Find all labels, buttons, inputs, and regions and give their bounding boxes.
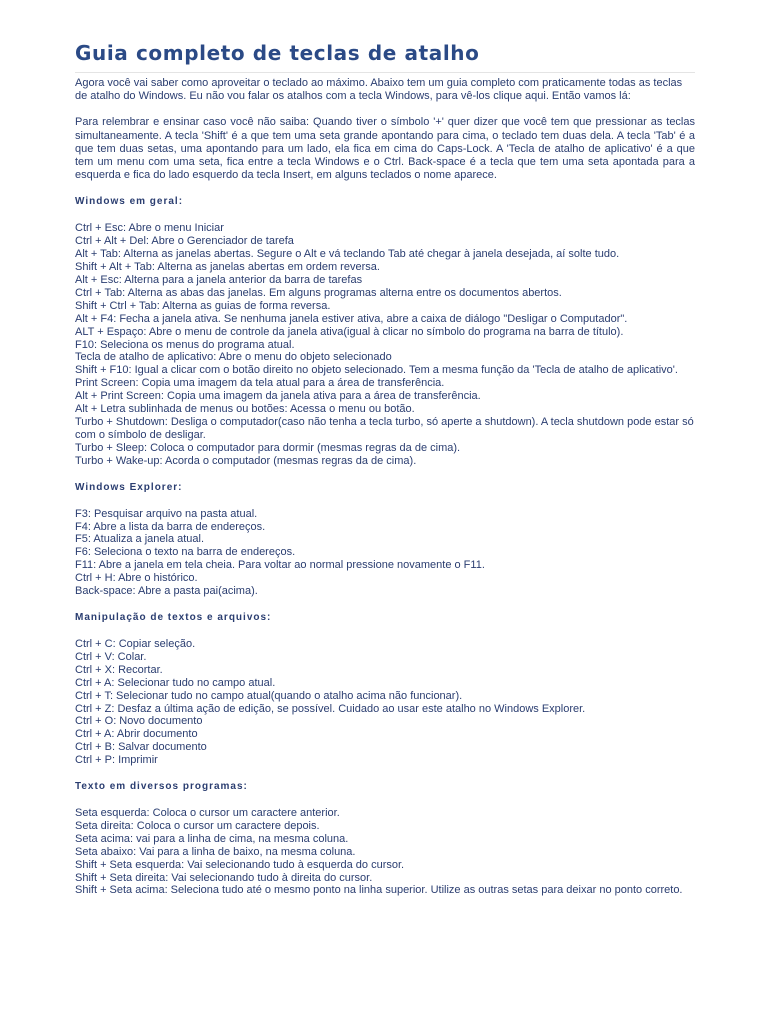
shortcut-line: Ctrl + A: Abrir documento [75, 728, 198, 741]
shortcut-list [75, 508, 695, 598]
shortcut-line: Ctrl + X: Recortar. [75, 663, 163, 676]
shortcut-line: Ctrl + T: Selecionar tudo no campo atual(quando o atalho acima não funcionar). [75, 689, 463, 702]
section-heading: Manipulação de textos e arquivos: [75, 611, 272, 623]
shortcut-sections [75, 195, 695, 897]
shortcut-line: Back-space: Abre a pasta pai(acima). [75, 585, 258, 598]
shortcut-line: Ctrl + B: Salvar documento [75, 741, 207, 754]
shortcut-line: Ctrl + O: Novo documento [75, 715, 203, 728]
shortcut-line: Shift + Ctrl + Tab: Alterna as guias de forma reversa. [75, 299, 331, 312]
shortcut-line: Turbo + Wake-up: Acorda o computador (mesmas regras da de cima). [75, 454, 417, 467]
shortcut-line: Shift + Alt + Tab: Alterna as janelas abertas em ordem reversa. [75, 261, 380, 274]
page-title: Guia completo de teclas de atalho [75, 41, 480, 65]
section-heading: Texto em diversos programas: [75, 781, 248, 793]
shortcut-line: Shift + F10: Igual a clicar com o botão direito no objeto selecionado. Tem a mesma função da 'Tecla de atalho de aplicativo'. [75, 364, 678, 377]
shortcut-line: Ctrl + V: Colar. [75, 650, 147, 663]
shortcut-line: ALT + Espaço: Abre o menu de controle da janela ativa(igual à clicar no símbolo do programa na barra de título). [75, 325, 624, 338]
shortcut-section [75, 481, 695, 598]
shortcut-line: Ctrl + H: Abre o histórico. [75, 572, 198, 585]
shortcut-section [75, 780, 695, 897]
shortcut-line: Ctrl + Alt + Del: Abre o Gerenciador de tarefa [75, 235, 294, 248]
shortcut-line: F5: Atualiza a janela atual. [75, 533, 205, 546]
title-divider [75, 72, 695, 73]
shortcut-line: Shift + Seta acima: Seleciona tudo até o mesmo ponto na linha superior. Utilize as outras setas para deixar no ponto correto. [75, 884, 683, 897]
shortcut-line: Ctrl + C: Copiar seleção. [75, 637, 196, 650]
shortcut-line: Alt + Esc: Alterna para a janela anterior da barra de tarefas [75, 274, 363, 287]
shortcut-line: Alt + Tab: Alterna as janelas abertas. Segure o Alt e vá teclando Tab até chegar à janela desejada, aí solte tudo. [75, 248, 620, 261]
shortcut-line: Turbo + Shutdown: Desliga o computador(caso não tenha a tecla turbo, só aperte a shutdown). A tecla shutdown pode estar só com o símbolo de desligar. [75, 416, 694, 441]
shortcut-line: Seta esquerda: Coloca o cursor um caractere anterior. [75, 807, 340, 820]
shortcut-line: Ctrl + Esc: Abre o menu Iniciar [75, 222, 224, 235]
shortcut-line: Alt + F4: Fecha a janela ativa. Se nenhuma janela estiver ativa, abre a caixa de diálogo "Desligar o Computador". [75, 312, 628, 325]
shortcut-line: F4: Abre a lista da barra de endereços. [75, 520, 266, 533]
shortcut-line: F3: Pesquisar arquivo na pasta atual. [75, 507, 258, 520]
shortcut-line: Shift + Seta esquerda: Vai selecionando tudo à esquerda do cursor. [75, 858, 405, 871]
shortcut-section [75, 611, 695, 767]
shortcut-line: Print Screen: Copia uma imagem da tela atual para a área de transferência. [75, 377, 445, 390]
shortcut-line: Ctrl + Z: Desfaz a última ação de edição, se possível. Cuidado ao usar este atalho no Windows Explorer. [75, 702, 586, 715]
shortcut-list [75, 638, 695, 767]
shortcut-line: F10: Seleciona os menus do programa atual. [75, 338, 295, 351]
shortcut-list [75, 807, 695, 897]
section-heading: Windows em geral: [75, 196, 184, 208]
shortcut-line: Tecla de atalho de aplicativo: Abre o menu do objeto selecionado [75, 351, 392, 364]
shortcut-list [75, 222, 695, 467]
shortcut-line: F11: Abre a janela em tela cheia. Para voltar ao normal pressione novamente o F11. [75, 559, 485, 572]
shortcut-line: Shift + Seta direita: Vai selecionando tudo à direita do cursor. [75, 871, 373, 884]
shortcut-line: Alt + Letra sublinhada de menus ou botões: Acessa o menu ou botão. [75, 403, 415, 416]
document-page [75, 40, 695, 910]
shortcut-line: Ctrl + Tab: Alterna as abas das janelas. Em alguns programas alterna entre os documentos abertos. [75, 286, 562, 299]
instructions-paragraph: Para relembrar e ensinar caso você não saiba: Quando tiver o símbolo '+' quer dizer que você tem que pressionar as teclas simultaneamente. A tecla 'Shift' é a que tem uma seta grande apontando para cima, o teclado tem duas dela. A tecla 'Tab' é a que tem duas setas, uma apontando para um lado, ela fica em cima do Caps-Lock. A 'Tecla de atalho de aplicativo' é a que tem um menu com uma seta, fica entre a tecla Windows e o Ctrl. Back-space é a tecla que tem uma seta apontada para a esquerda e fica do lado esquerdo da tecla Insert, em alguns teclados o nome aparece. [75, 116, 695, 182]
section-heading: Windows Explorer: [75, 481, 183, 493]
shortcut-line: Ctrl + P: Imprimir [75, 754, 158, 767]
shortcut-line: Seta direita: Coloca o cursor um caractere depois. [75, 819, 320, 832]
shortcut-section [75, 195, 695, 467]
shortcut-line: Turbo + Sleep: Coloca o computador para dormir (mesmas regras da de cima). [75, 441, 461, 454]
shortcut-line: Ctrl + A: Selecionar tudo no campo atual. [75, 676, 276, 689]
shortcut-line: F6: Seleciona o texto na barra de endereços. [75, 546, 296, 559]
shortcut-line: Seta abaixo: Vai para a linha de baixo, na mesma coluna. [75, 845, 356, 858]
shortcut-line: Seta acima: vai para a linha de cima, na mesma coluna. [75, 832, 349, 845]
shortcut-line: Alt + Print Screen: Copia uma imagem da janela ativa para a área de transferência. [75, 390, 481, 403]
intro-paragraph: Agora você vai saber como aproveitar o teclado ao máximo. Abaixo tem um guia completo com praticamente todas as teclas de atalho do Windows. Eu não vou falar os atalhos com a tecla Windows, para vê-los clique aqui. Então vamos lá: [75, 77, 683, 103]
